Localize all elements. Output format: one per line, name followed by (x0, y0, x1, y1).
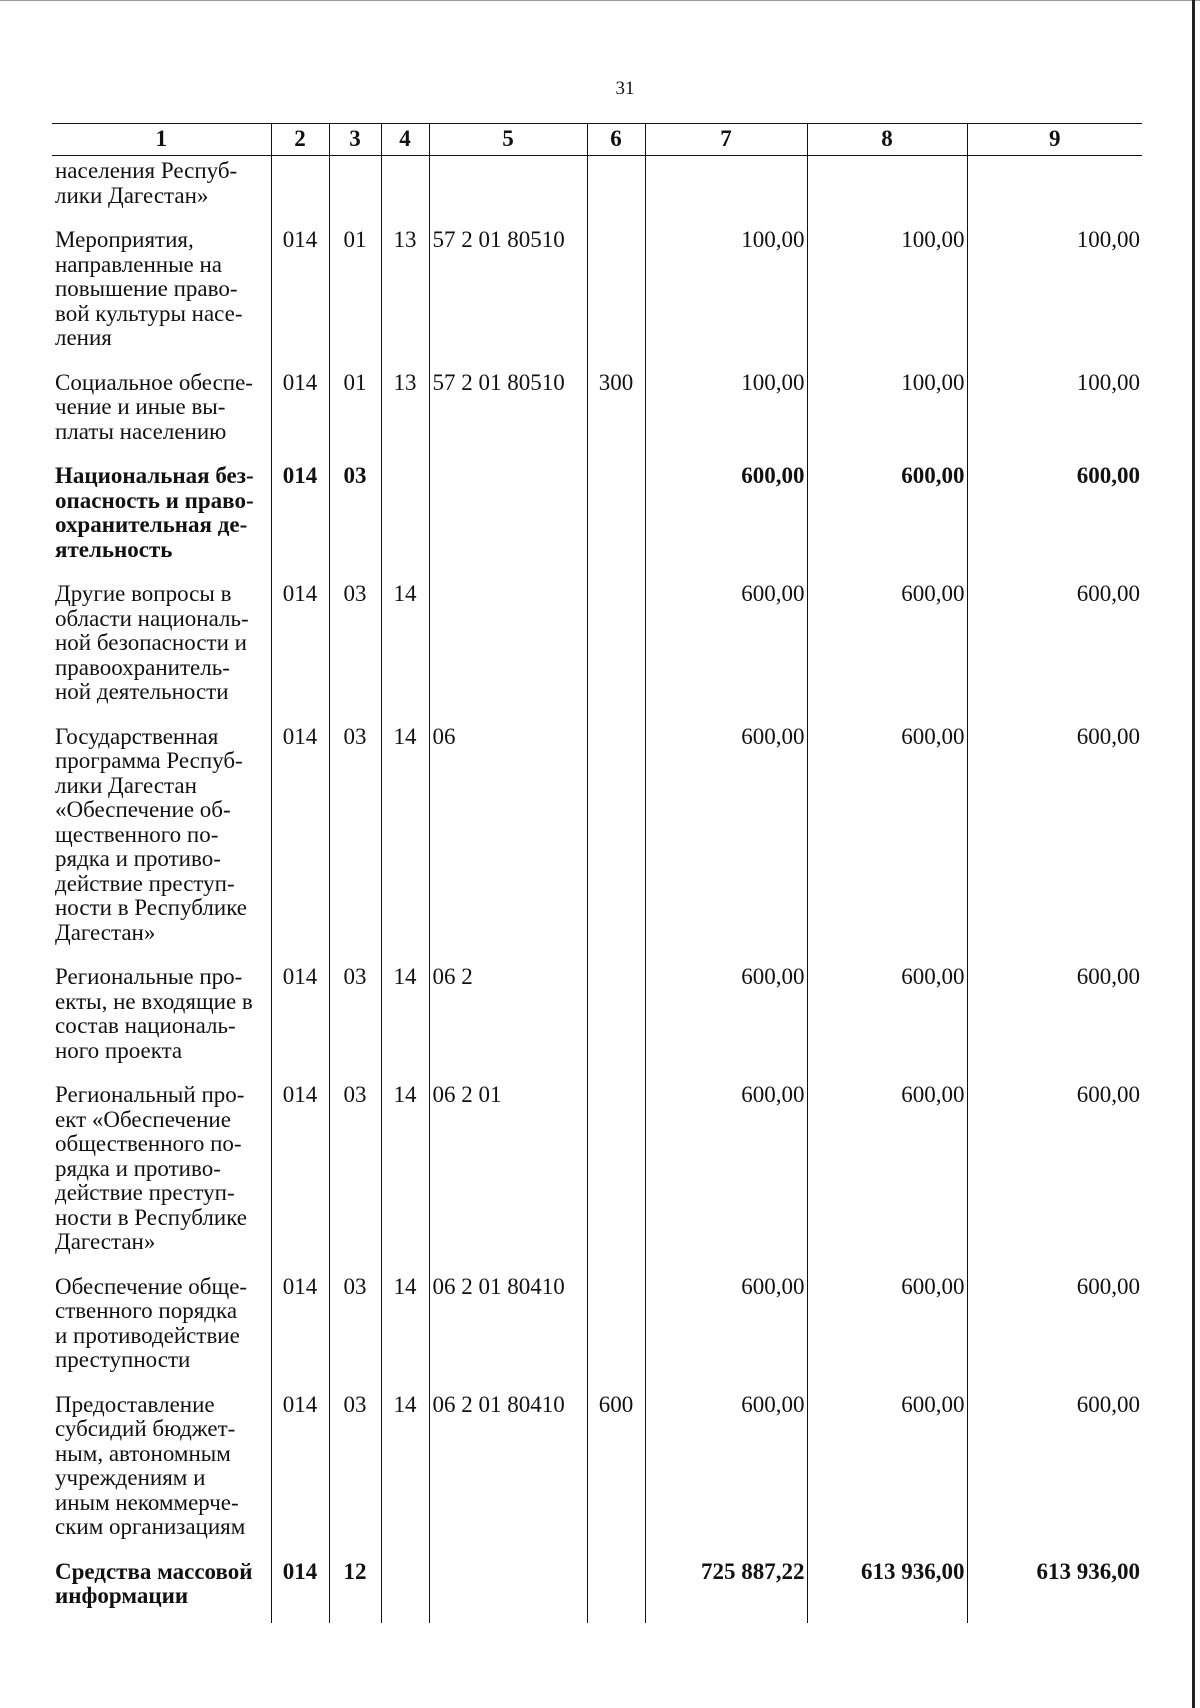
amount-col8-cell: 600,00 (807, 1077, 967, 1269)
budget-table (52, 123, 1142, 1623)
row-name-cell: Региональные про- екты, не входящие в состав националь- ного проекта (55, 964, 253, 1063)
table-row (52, 458, 1142, 576)
row-name-cell: Региональный про- ект «Обеспечение общественного по- рядка и противо- действие преступ- ности в Республике Дагестан» (55, 1082, 248, 1254)
section-code-cell: 03 (329, 1387, 381, 1554)
section-code-cell: 03 (329, 576, 381, 719)
amount-col7-cell: 600,00 (645, 576, 807, 719)
expense-type-cell (587, 1269, 645, 1387)
row-name-cell: Предоставление субсидий бюджет- ным, автономным учреждениям и иным некоммерче- ским организациям (55, 1391, 246, 1539)
amount-col7-cell: 100,00 (645, 222, 807, 365)
subsection-code-cell: 14 (381, 1077, 429, 1269)
expense-type-cell (587, 719, 645, 960)
amount-col8-cell: 100,00 (807, 365, 967, 459)
amount-col9-cell: 600,00 (967, 458, 1142, 576)
section-code-cell: 12 (329, 1554, 381, 1623)
row-name-cell: Другие вопросы в области националь- ной безопасности и правоохранитель- ной деятельности (55, 581, 249, 704)
ministry-code-cell: 014 (271, 1269, 329, 1387)
subsection-code-cell: 14 (381, 1269, 429, 1387)
amount-col9-cell: 600,00 (967, 1269, 1142, 1387)
subsection-code-cell: 14 (381, 959, 429, 1077)
ministry-code-cell: 014 (271, 365, 329, 459)
row-name-cell: населения Респуб- лики Дагестан» (55, 158, 238, 208)
table-body (52, 156, 1142, 1623)
target-article-cell (429, 458, 587, 576)
table-row (52, 365, 1142, 459)
expense-type-cell (587, 156, 645, 223)
subsection-code-cell: 14 (381, 576, 429, 719)
target-article-cell: 57 2 01 80510 (429, 365, 587, 459)
amount-col8-cell: 600,00 (807, 959, 967, 1077)
amount-col7-cell: 600,00 (645, 1077, 807, 1269)
target-article-cell (429, 576, 587, 719)
table-header-row (52, 124, 1142, 156)
ministry-code-cell: 014 (271, 222, 329, 365)
target-article-cell (429, 1554, 587, 1623)
subsection-code-cell (381, 156, 429, 223)
ministry-code-cell: 014 (271, 719, 329, 960)
expense-type-cell: 300 (587, 365, 645, 459)
ministry-code-cell: 014 (271, 959, 329, 1077)
section-code-cell: 03 (329, 1077, 381, 1269)
target-article-cell: 06 2 01 80410 (429, 1387, 587, 1554)
amount-col7-cell: 600,00 (645, 719, 807, 960)
target-article-cell: 06 2 (429, 959, 587, 1077)
subsection-code-cell: 14 (381, 719, 429, 960)
ministry-code-cell (271, 156, 329, 223)
expense-type-cell (587, 458, 645, 576)
column-header: 2 (271, 124, 329, 156)
amount-col9-cell: 600,00 (967, 576, 1142, 719)
target-article-cell: 06 2 01 (429, 1077, 587, 1269)
amount-col9-cell: 600,00 (967, 1387, 1142, 1554)
amount-col9-cell: 600,00 (967, 1077, 1142, 1269)
amount-col8-cell: 600,00 (807, 1387, 967, 1554)
subsection-code-cell: 14 (381, 1387, 429, 1554)
page-number: 31 (615, 78, 635, 99)
expense-type-cell (587, 959, 645, 1077)
amount-col8-cell: 613 936,00 (807, 1554, 967, 1623)
amount-col7-cell: 600,00 (645, 959, 807, 1077)
section-code-cell: 01 (329, 222, 381, 365)
page-top-edge (0, 0, 1200, 1)
amount-col7-cell: 600,00 (645, 458, 807, 576)
table-row (52, 959, 1142, 1077)
section-code-cell: 03 (329, 1269, 381, 1387)
subsection-code-cell (381, 1554, 429, 1623)
table-row (52, 156, 1142, 223)
amount-col9-cell: 100,00 (967, 365, 1142, 459)
column-header: 7 (645, 124, 807, 156)
row-name-cell: Социальное обеспе- чение и иные вы- платы населению (55, 369, 253, 444)
amount-col8-cell: 600,00 (807, 719, 967, 960)
expense-type-cell (587, 576, 645, 719)
page-right-edge (1192, 0, 1195, 1708)
expense-type-cell (587, 1554, 645, 1623)
column-header: 5 (429, 124, 587, 156)
amount-col9-cell (967, 156, 1142, 223)
section-code-cell: 01 (329, 365, 381, 459)
amount-col7-cell: 100,00 (645, 365, 807, 459)
ministry-code-cell: 014 (271, 576, 329, 719)
subsection-code-cell: 13 (381, 365, 429, 459)
column-header: 8 (807, 124, 967, 156)
expense-type-cell: 600 (587, 1387, 645, 1554)
expense-type-cell (587, 222, 645, 365)
table-row (52, 1269, 1142, 1387)
table-row (52, 576, 1142, 719)
amount-col7-cell: 600,00 (645, 1387, 807, 1554)
amount-col7-cell: 725 887,22 (645, 1554, 807, 1623)
ministry-code-cell: 014 (271, 1077, 329, 1269)
row-name-cell: Государственная программа Респуб- лики Дагестан «Обеспечение об- щественного по- рядка и противо- действие преступ- ности в Республике Дагестан» (55, 723, 248, 945)
ministry-code-cell: 014 (271, 458, 329, 576)
section-code-cell: 03 (329, 458, 381, 576)
subsection-code-cell: 13 (381, 222, 429, 365)
column-header: 6 (587, 124, 645, 156)
column-header: 3 (329, 124, 381, 156)
row-name-cell: Национальная без- опасность и право- охранительная де- ятельность (55, 463, 254, 562)
row-name-cell: Средства массовой информации (55, 1558, 253, 1608)
section-code-cell (329, 156, 381, 223)
column-header: 1 (52, 124, 271, 156)
ministry-code-cell: 014 (271, 1387, 329, 1554)
target-article-cell (429, 156, 587, 223)
amount-col9-cell: 100,00 (967, 222, 1142, 365)
amount-col8-cell: 100,00 (807, 222, 967, 365)
row-name-cell: Мероприятия, направленные на повышение право- вой культуры насе- ления (55, 227, 243, 350)
table-row (52, 1387, 1142, 1554)
target-article-cell: 06 2 01 80410 (429, 1269, 587, 1387)
amount-col7-cell: 600,00 (645, 1269, 807, 1387)
ministry-code-cell: 014 (271, 1554, 329, 1623)
target-article-cell: 06 (429, 719, 587, 960)
amount-col9-cell: 600,00 (967, 959, 1142, 1077)
column-header: 9 (967, 124, 1142, 156)
target-article-cell: 57 2 01 80510 (429, 222, 587, 365)
amount-col8-cell: 600,00 (807, 576, 967, 719)
column-header: 4 (381, 124, 429, 156)
amount-col7-cell (645, 156, 807, 223)
table-row (52, 719, 1142, 960)
amount-col8-cell: 600,00 (807, 1269, 967, 1387)
amount-col8-cell: 600,00 (807, 458, 967, 576)
subsection-code-cell (381, 458, 429, 576)
section-code-cell: 03 (329, 959, 381, 1077)
amount-col9-cell: 613 936,00 (967, 1554, 1142, 1623)
table-row (52, 1554, 1142, 1623)
expense-type-cell (587, 1077, 645, 1269)
amount-col8-cell (807, 156, 967, 223)
table-row (52, 222, 1142, 365)
table-row (52, 1077, 1142, 1269)
row-name-cell: Обеспечение обще- ственного порядка и противодействие преступности (55, 1273, 248, 1372)
amount-col9-cell: 600,00 (967, 719, 1142, 960)
section-code-cell: 03 (329, 719, 381, 960)
